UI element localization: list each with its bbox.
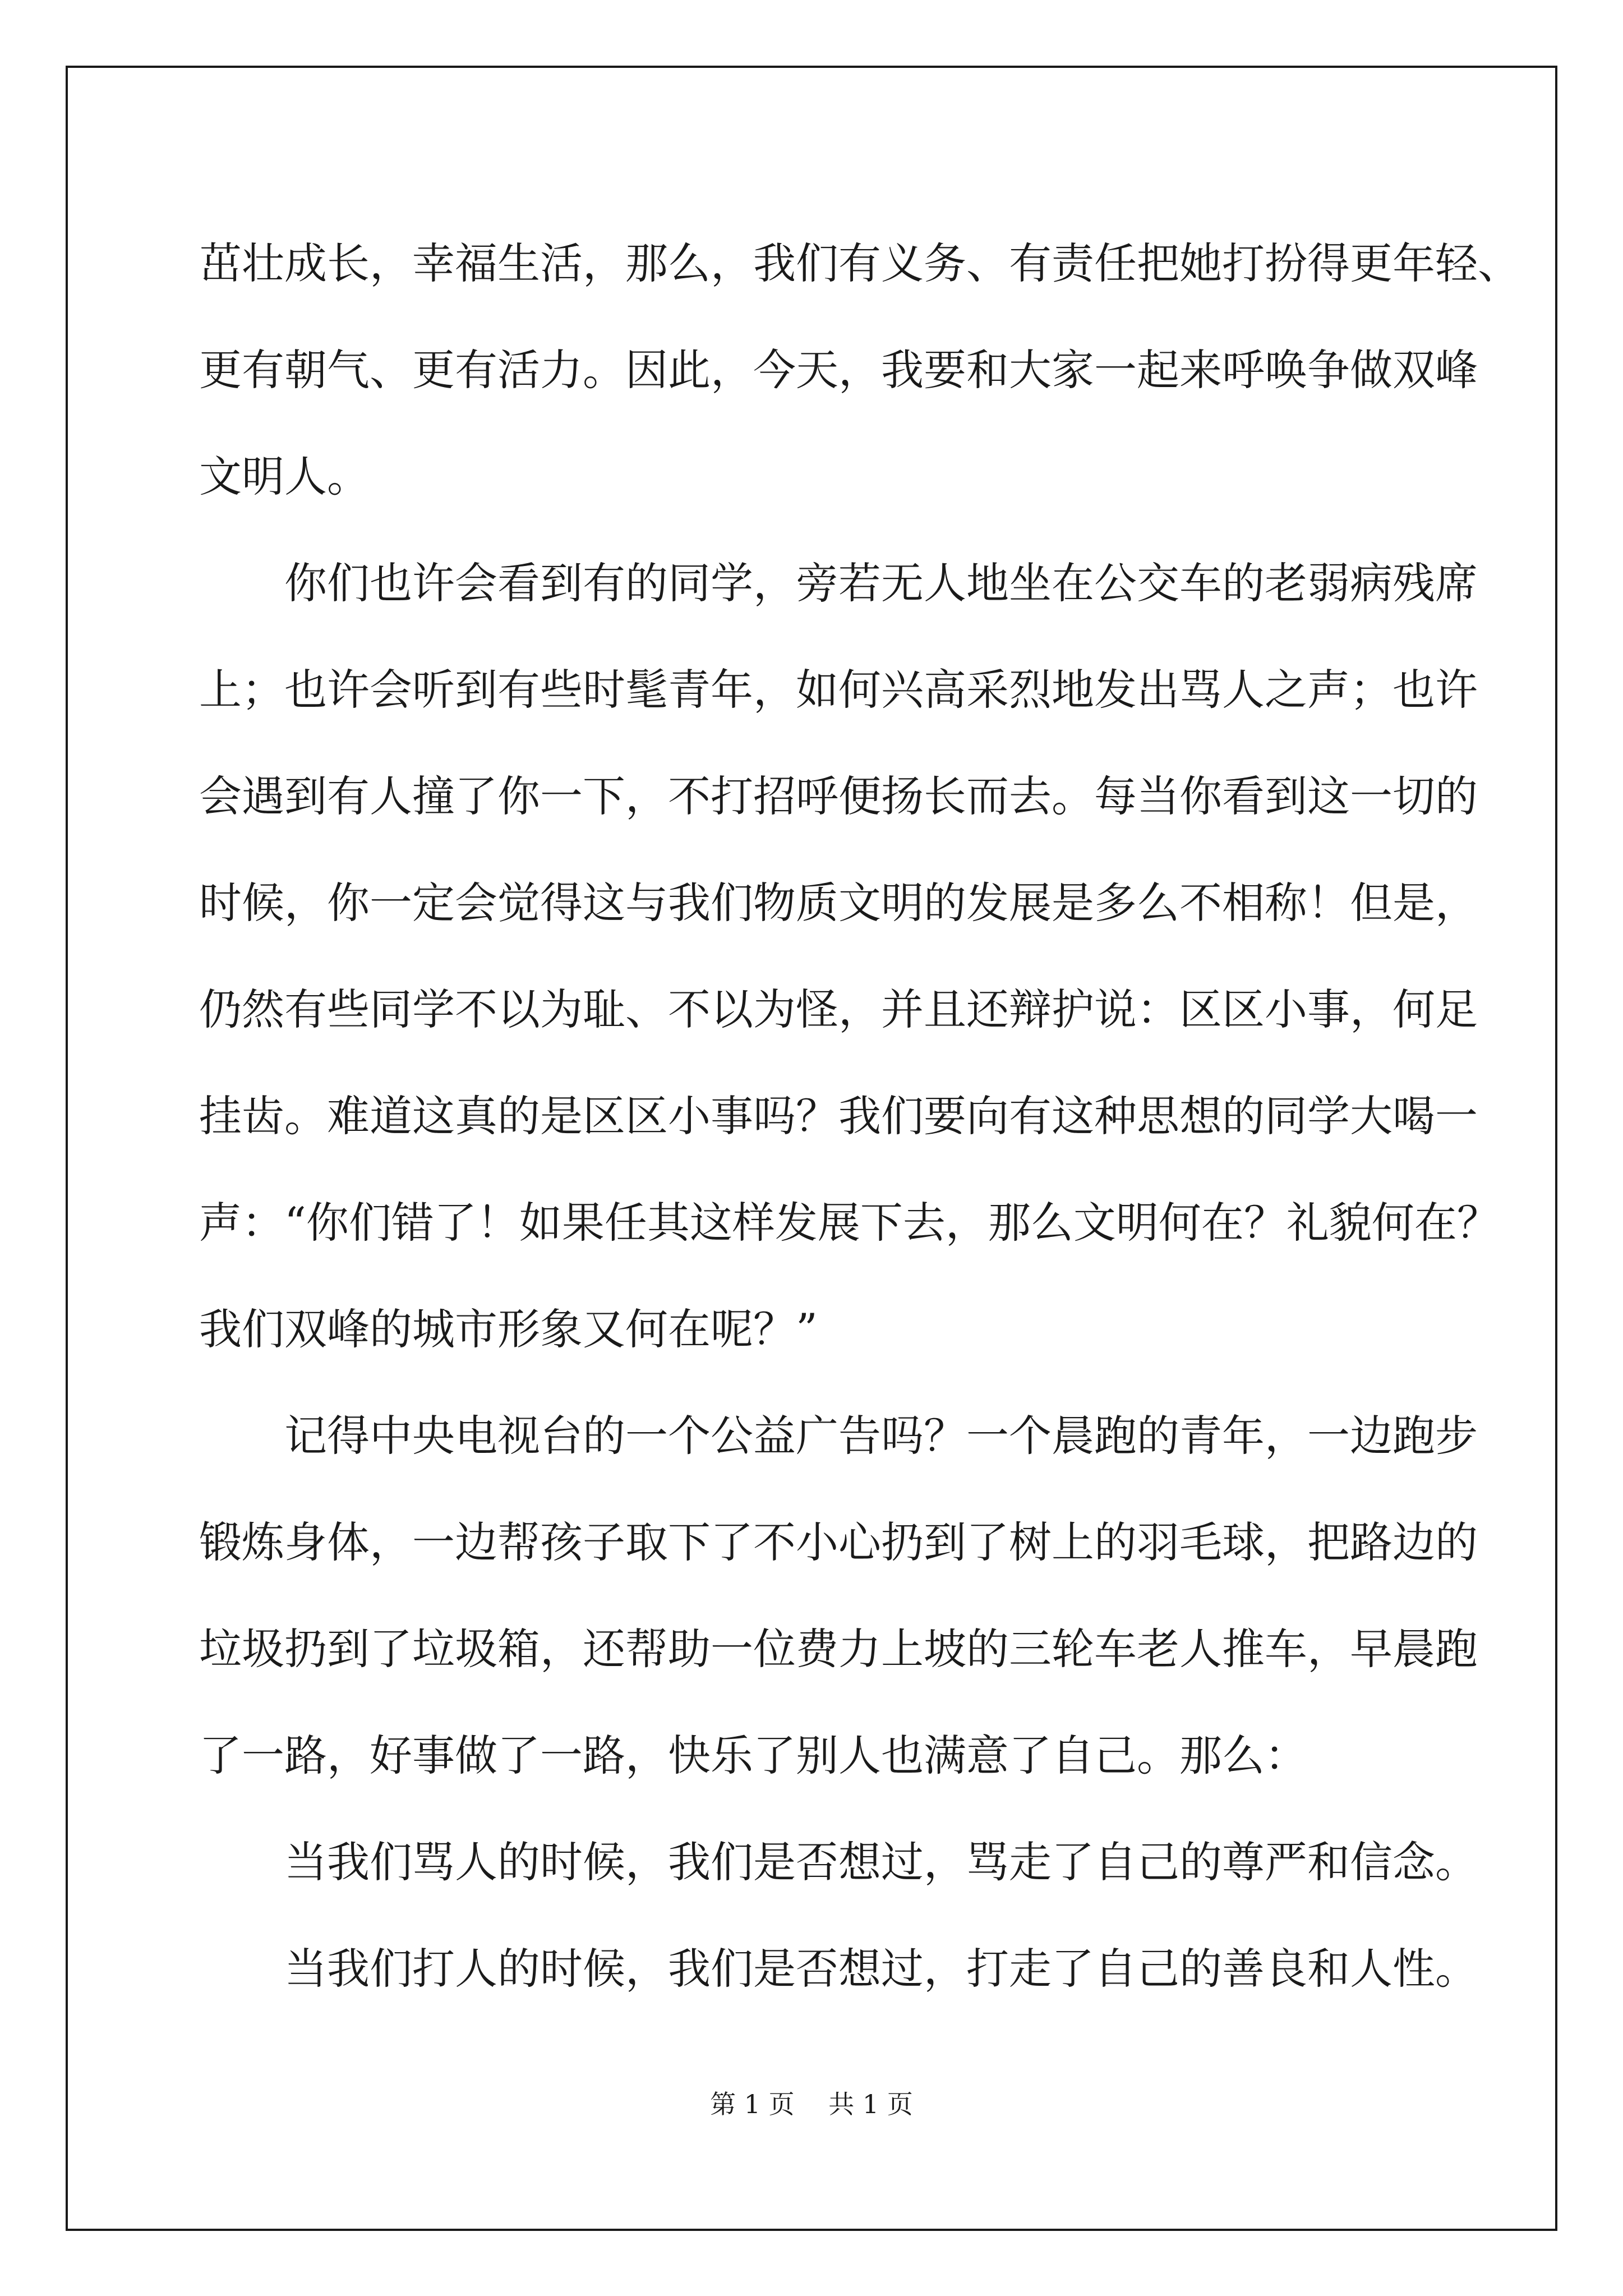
text-line: 了一路，好事做了一路，快乐了别人也满意了自己。那么： [199,1731,1307,1780]
text-line: 仍然有些同学不以为耻、不以为怪，并且还辩护说：区区小事，何足 [199,984,1478,1034]
text-line: 垃圾扔到了垃圾箱，还帮助一位费力上坡的三轮车老人推车，早晨跑 [199,1624,1478,1674]
document-body [199,210,1520,2022]
text-line: 茁壮成长，幸福生活，那么，我们有义务、有责任把她打扮得更年轻、 [199,238,1520,288]
text-line: 会遇到有人撞了你一下，不打招呼便扬长而去。每当你看到这一切的 [199,771,1478,821]
text-line: 挂齿。难道这真的是区区小事吗？我们要向有这种思想的同学大喝一 [199,1091,1478,1141]
text-line: 你们也许会看到有的同学，旁若无人地坐在公交车的老弱病残席 [284,558,1478,608]
text-line: 当我们打人的时候，我们是否想过，打走了自己的善良和人性。 [284,1944,1478,1994]
text-line: 更有朝气、更有活力。因此，今天，我要和大家一起来呼唤争做双峰 [199,345,1478,395]
text-line: 当我们骂人的时候，我们是否想过，骂走了自己的尊严和信念。 [284,1837,1478,1887]
text-line: 锻炼身体，一边帮孩子取下了不小心扔到了树上的羽毛球，把路边的 [199,1517,1478,1567]
text-line: 时候，你一定会觉得这与我们物质文明的发展是多么不相称！但是， [199,878,1478,928]
page-number: 第 1 页 共 1 页 [710,2089,913,2119]
text-line: 记得中央电视台的一个公益广告吗？一个晨跑的青年，一边跑步 [284,1411,1478,1461]
text-line: 上；也许会听到有些时髦青年，如何兴高采烈地发出骂人之声；也许 [199,665,1478,715]
text-line: 声：“你们错了！如果任其这样发展下去，那么文明何在？礼貌何在？ [199,1198,1500,1248]
text-line: 我们双峰的城市形象又何在呢？” [199,1304,818,1354]
text-line: 文明人。 [199,452,370,501]
